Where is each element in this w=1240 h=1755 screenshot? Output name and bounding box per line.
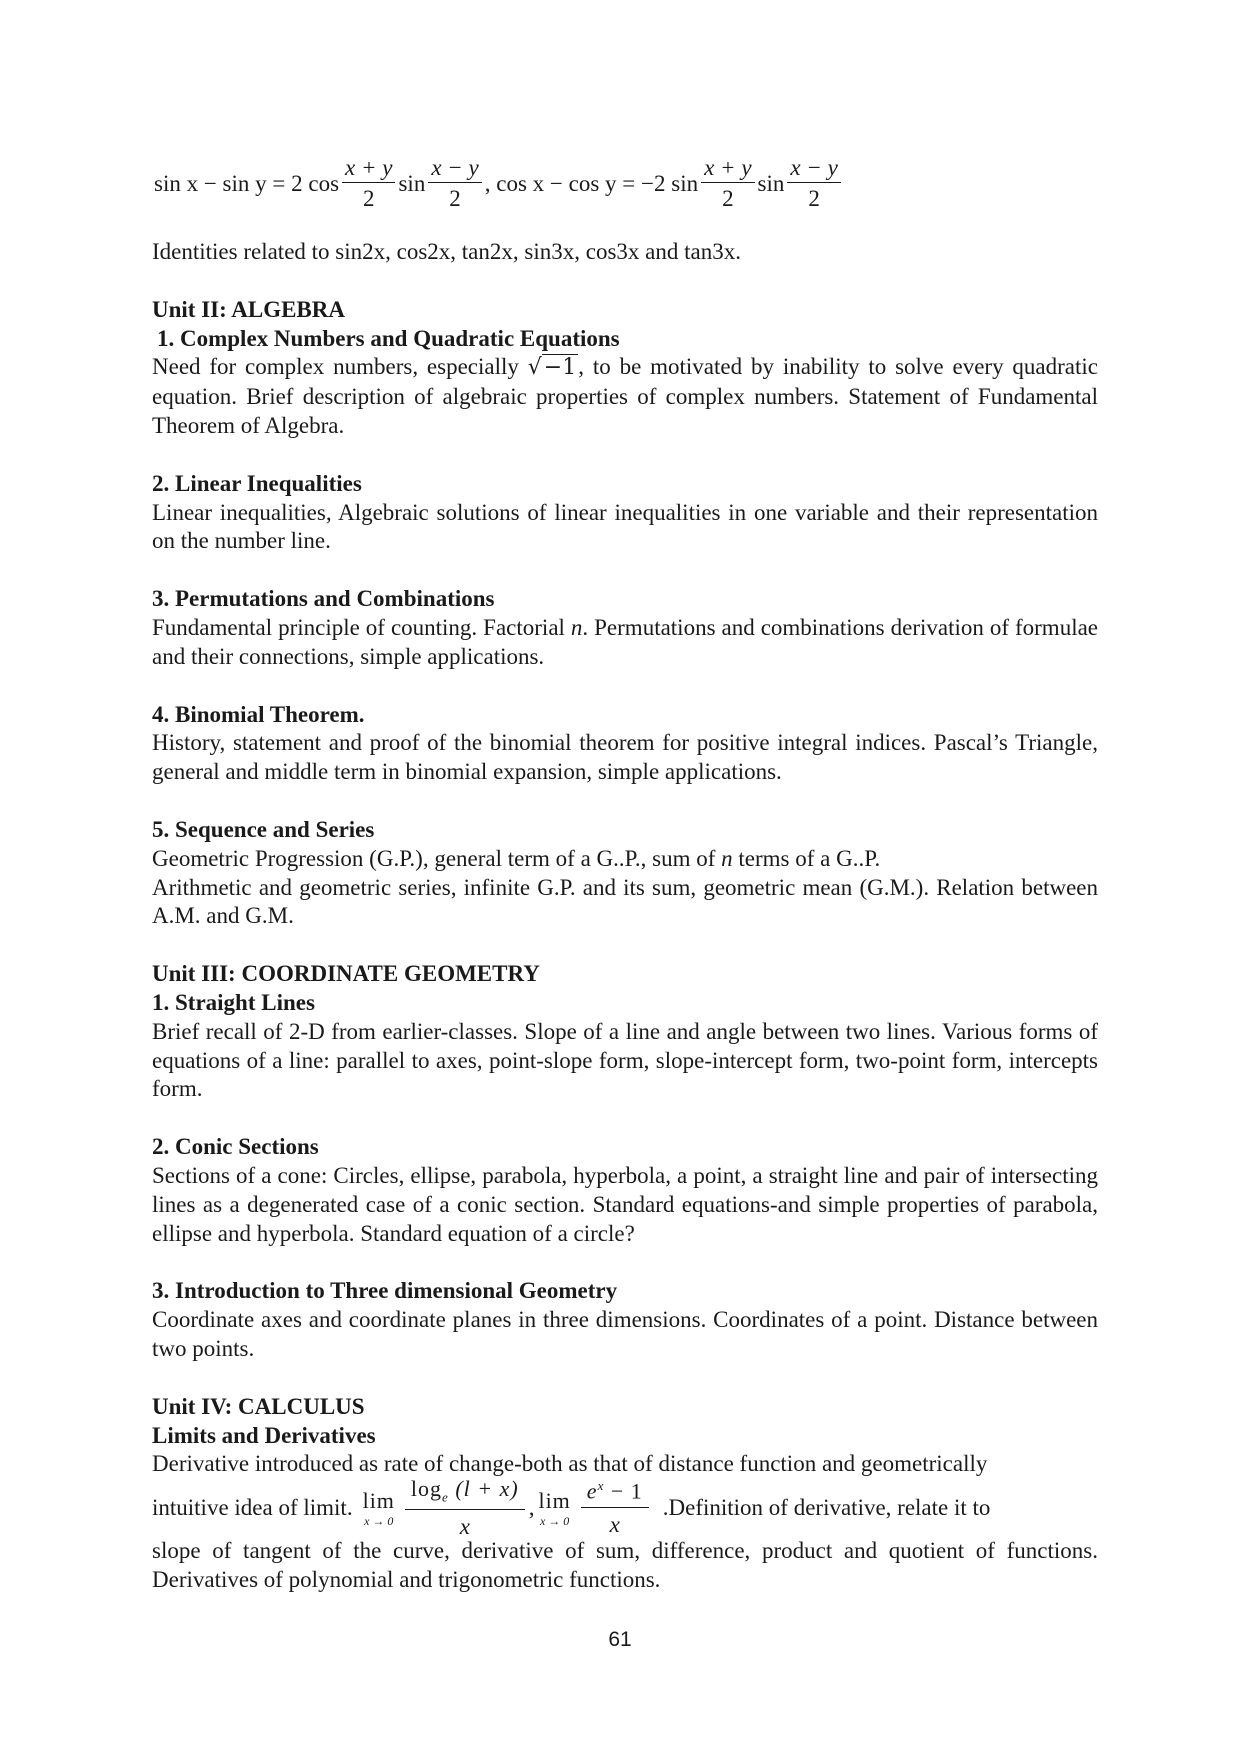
section-heading: 2. Conic Sections xyxy=(152,1134,319,1160)
formula-2-lhs: , cos x − cos y = −2 sin xyxy=(484,170,699,196)
section-text: History, statement and proof of the binomial theorem for positive integral indices. Pascal’s Triangle, general and middle term in binomial expansion, simple applications. xyxy=(152,730,1098,785)
section-heading: 3. Permutations and Combinations xyxy=(152,586,495,612)
identities-text: Identities related to sin2x, cos2x, tan2x, sin3x, cos3x and tan3x. xyxy=(152,239,741,264)
section-text: Arithmetic and geometric series, infinite G.P. and its sum, geometric mean (G.M.). Relation between A.M. and G.M. xyxy=(152,874,1098,929)
formula-1-lhs: sin x − sin y = 2 cos xyxy=(154,170,340,196)
section-text: slope of tangent of the curve, derivative of sum, difference, product and quotient of functions. Derivatives of polynomial and trigonometric functions. xyxy=(152,1538,1098,1592)
section-text: Fundamental principle of counting. Factorial n. Permutations and combinations derivation of formulae and their connections, simple applications. xyxy=(152,614,1098,669)
section-heading: Limits and Derivatives xyxy=(152,1422,376,1448)
section-text: Geometric Progression (G.P.), general term of a G..P., sum of n terms of a G..P. xyxy=(152,845,881,871)
formula-1-mid: sin xyxy=(398,170,426,196)
limit-formula-line: intuitive idea of limit. lim x → 0 $\frac{\log_e (l + x)}{x}$ , lim x → 0 $\frac{e^x - 1}{x}$ .Definition of derivative, relate it to xyxy=(152,1476,991,1539)
section-heading: 2. Linear Inequalities xyxy=(152,470,362,496)
limit-operator: lim x → 0 xyxy=(538,1487,571,1528)
section-heading: 5. Sequence and Series xyxy=(152,816,375,842)
unit-2-title: Unit II: ALGEBRA xyxy=(152,296,345,322)
fraction: $\frac{e^x - 1}{x}$ xyxy=(581,1478,649,1538)
fraction: $\frac{x - y}{2}$ xyxy=(428,156,481,210)
section-text: Coordinate axes and coordinate planes in three dimensions. Coordinates of a point. Distance between two points. xyxy=(152,1307,1098,1361)
fraction: $\frac{\log_e (l + x)}{x}$ xyxy=(405,1476,525,1539)
trig-sum-to-product-formula xyxy=(154,150,1098,216)
fraction: $\frac{x + y}{2}$ xyxy=(701,156,754,210)
limit-operator: lim x → 0 xyxy=(362,1487,395,1528)
fraction: $\frac{x + y}{2}$ xyxy=(342,156,395,210)
square-root: √−1 xyxy=(527,355,577,381)
section-heading: 1. Straight Lines xyxy=(152,989,315,1015)
section-text: Sections of a cone: Circles, ellipse, parabola, hyperbola, a point, a straight line and pair of intersecting lines as a degenerated case of a conic section. Standard equations-and simple properties of parabola, ellipse and hyperbola. Standard equation of a circle? xyxy=(152,1162,1098,1246)
unit-3-title: Unit III: COORDINATE GEOMETRY xyxy=(152,961,540,987)
formula-2-mid: sin xyxy=(757,170,785,196)
section-heading: 3. Introduction to Three dimensional Geometry xyxy=(152,1278,618,1304)
section-text: Derivative introduced as rate of change-both as that of distance function and geometrically xyxy=(152,1451,988,1477)
fraction: $\frac{x - y}{2}$ xyxy=(787,156,840,210)
section-text: Brief recall of 2-D from earlier-classes. Slope of a line and angle between two lines. Various forms of equations of a line: parallel to axes, point-slope form, slope-intercept form, two-point form, intercepts form. xyxy=(152,1018,1098,1102)
section-text: Linear inequalities, Algebraic solutions of linear inequalities in one variable and their representation on the number line. xyxy=(152,499,1098,554)
section-text: Need for complex numbers, especially √−1, to be motivated by inability to solve every quadratic equation. Brief description of algebraic properties of complex numbers. Statement of Fundamental Theorem of Algebra. xyxy=(152,354,1098,438)
document-body xyxy=(152,150,1098,1595)
unit-4-title: Unit IV: CALCULUS xyxy=(152,1393,365,1419)
page-number: 61 xyxy=(608,1628,632,1651)
section-heading: 4. Binomial Theorem. xyxy=(152,701,365,727)
section-heading: 1. Complex Numbers and Quadratic Equations xyxy=(157,325,620,351)
